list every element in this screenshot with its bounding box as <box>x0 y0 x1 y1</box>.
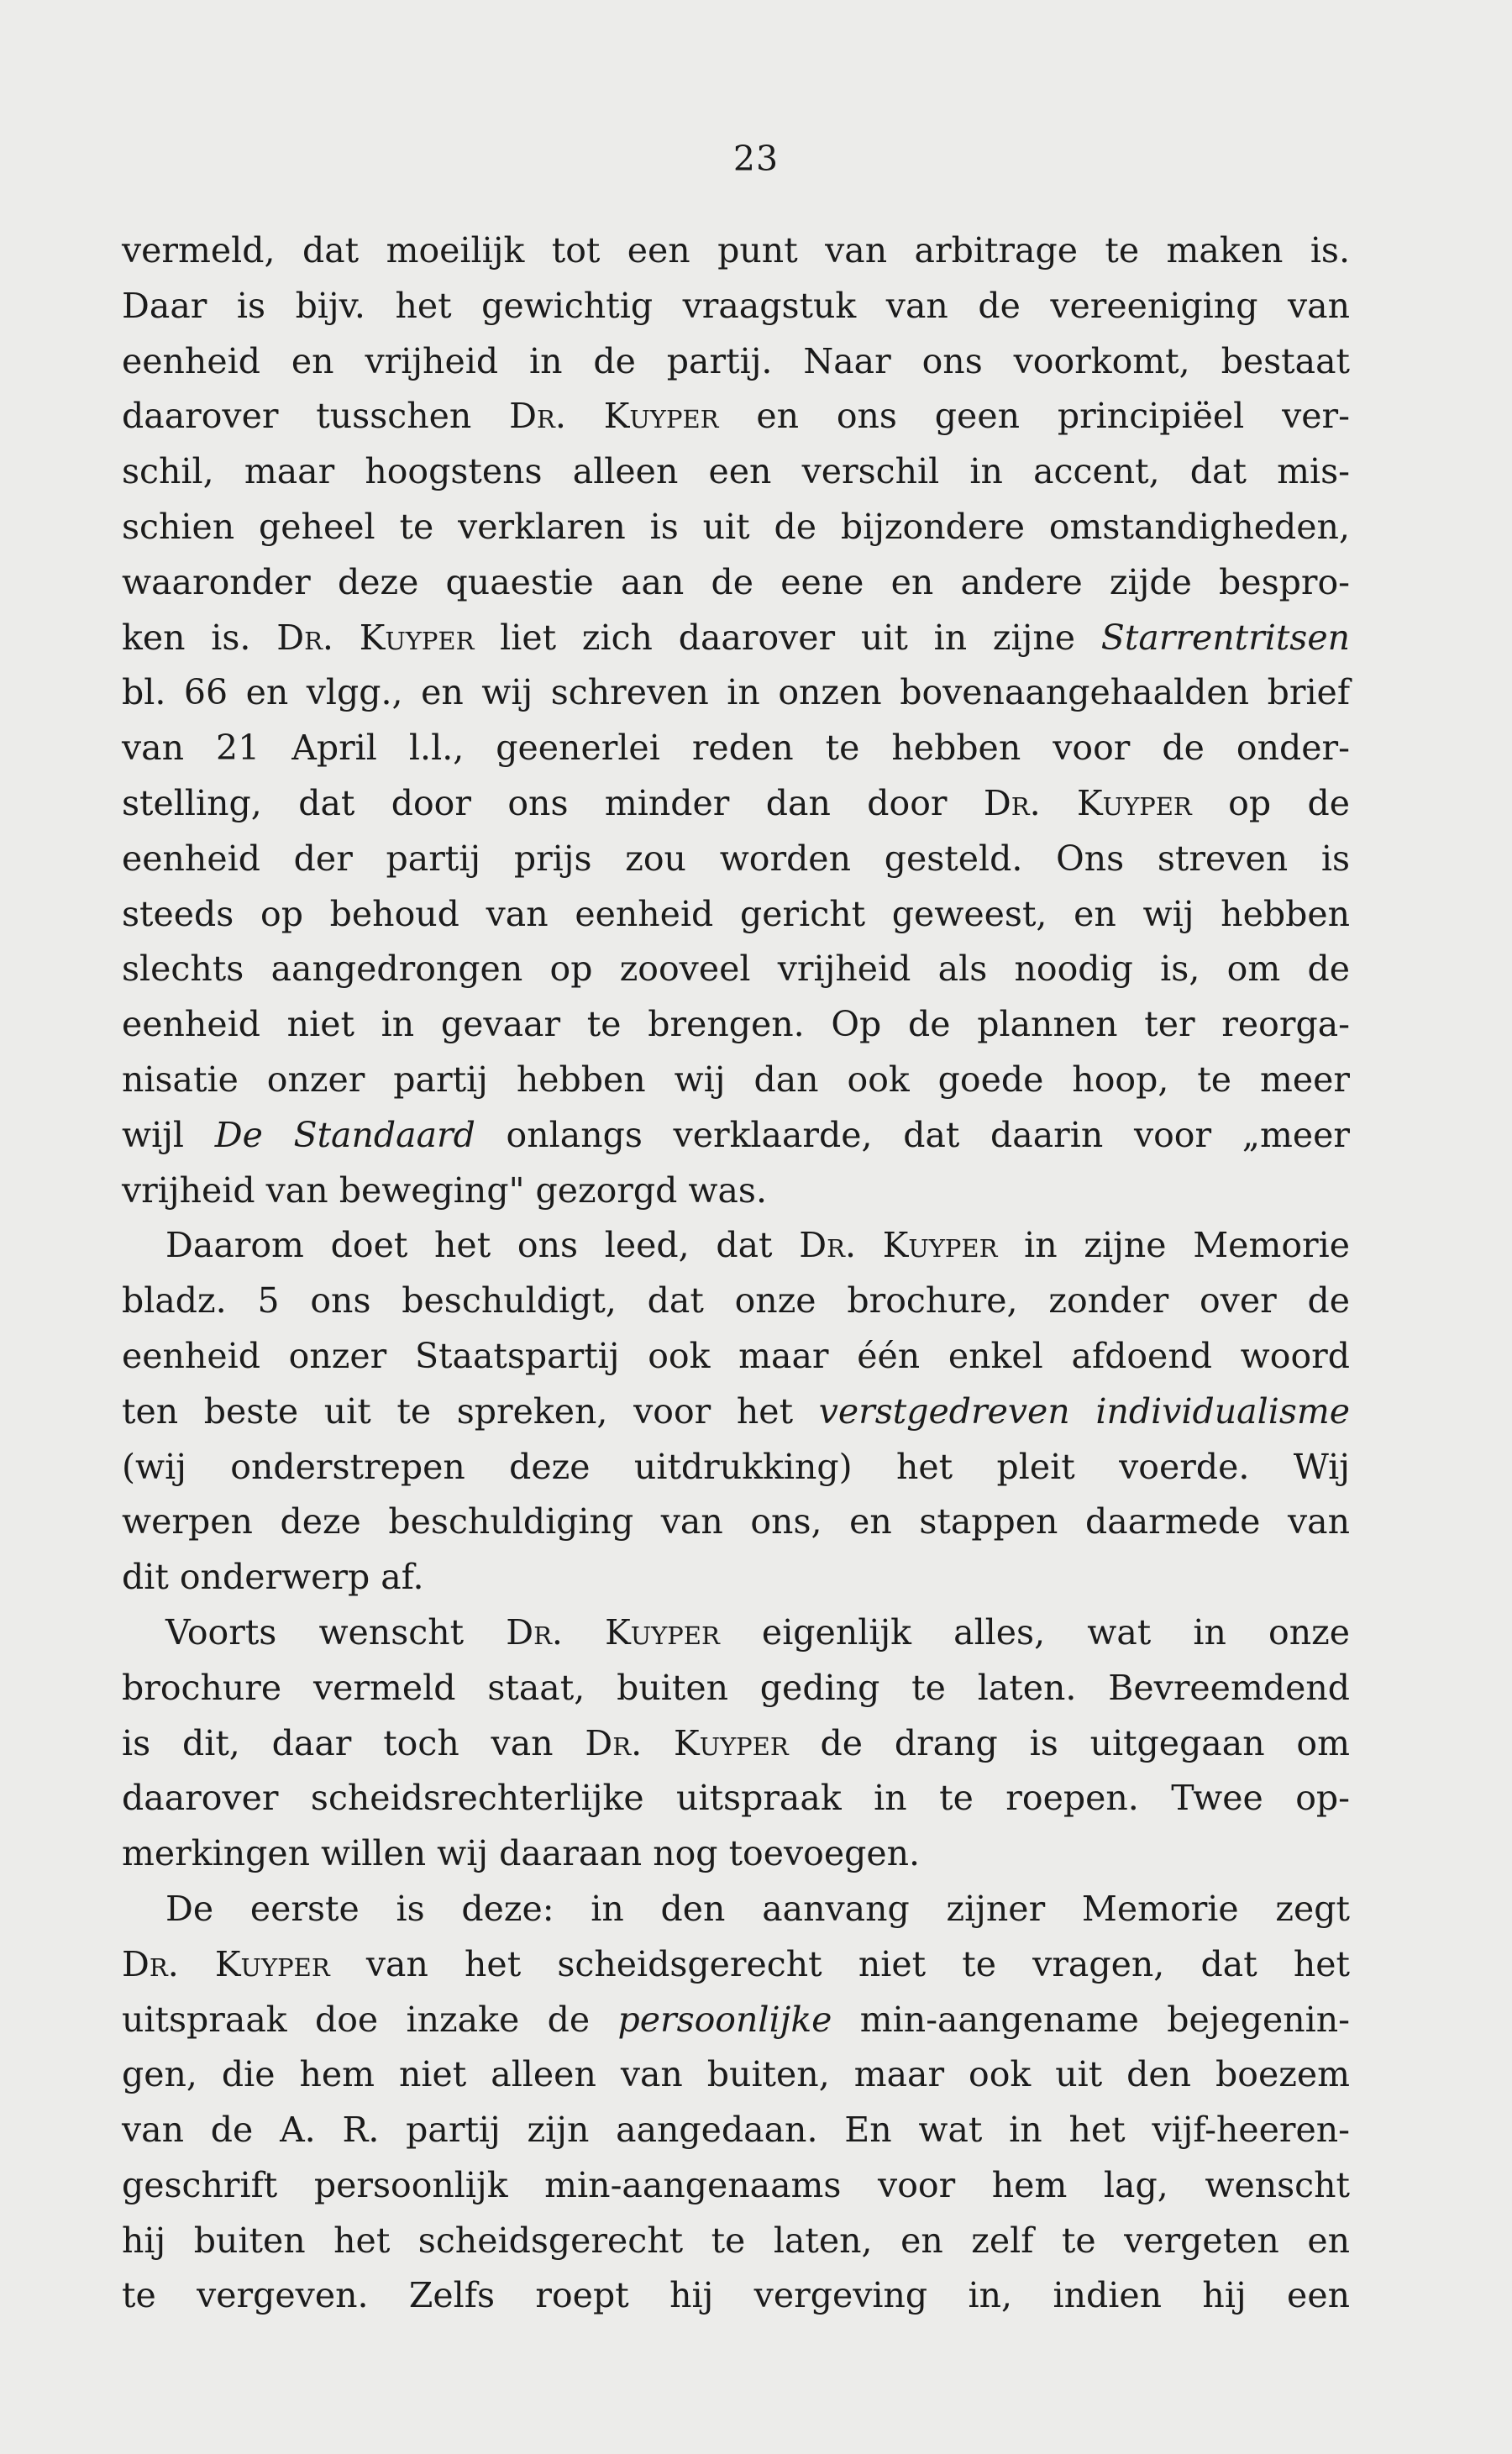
text-line <box>122 665 1350 721</box>
text-segment: de drang is uitgegaan om <box>788 1722 1350 1763</box>
text-line <box>122 223 1350 279</box>
text-segment: gen, die hem niet alleen van buiten, maar ook uit den boezem <box>122 2054 1350 2095</box>
text-segment: brochure vermeld staat, buiten geding te laten. Bevreemdend <box>122 1667 1350 1708</box>
text-segment: daarover scheidsrechterlijke uitspraak in te roepen. Twee op- <box>122 1778 1350 1819</box>
text-line <box>122 500 1350 555</box>
text-segment: eenheid en vrijheid in de partij. Naar ons voorkomt, bestaat <box>122 340 1350 381</box>
text-line <box>122 1993 1350 2048</box>
text-segment: liet zich daarover uit in zijne <box>474 617 1101 658</box>
text-segment: in zijne Memorie <box>997 1225 1350 1266</box>
text-segment: op de <box>1191 782 1350 823</box>
text-segment: daarover tusschen <box>122 396 510 437</box>
page-number: 23 <box>732 139 780 179</box>
italic-text: De Standaard <box>214 1114 475 1155</box>
text-segment: te vergeven. Zelfs roept hij vergeving in, indien hij een <box>122 2275 1350 2316</box>
text-line <box>122 887 1350 943</box>
text-line <box>122 444 1350 500</box>
text-line <box>122 389 1350 444</box>
text-line <box>122 997 1350 1053</box>
text-segment: eenheid onzer Staatspartij ook maar één enkel afdoend woord <box>122 1335 1350 1376</box>
text-segment: steeds op behoud van eenheid gericht geweest, en wij hebben <box>122 893 1350 934</box>
text-segment: hij buiten het scheidsgerecht te laten, en zelf te vergeten en <box>122 2220 1350 2261</box>
text-line <box>122 279 1350 334</box>
text-segment: onlangs verklaarde, dat daarin voor „meer <box>475 1114 1350 1155</box>
text-line <box>122 1661 1350 1716</box>
text-line <box>122 1053 1350 1108</box>
text-segment: van 21 April l.l., geenerlei reden te hebben voor de onder- <box>122 728 1350 769</box>
text-segment: min-aangename bejegenin- <box>832 1999 1350 2040</box>
text-line <box>122 1771 1350 1826</box>
text-line <box>122 2214 1350 2269</box>
text-line <box>122 1164 1350 1219</box>
text-segment: uitspraak doe inzake de <box>122 1999 618 2040</box>
text-line <box>122 2103 1350 2158</box>
small-caps-name: Dr. Kuyper <box>276 617 475 658</box>
body-text <box>122 223 1350 2324</box>
text-segment: ken is. <box>122 617 277 658</box>
text-line <box>122 334 1350 390</box>
text-line <box>122 1495 1350 1550</box>
text-segment: bl. 66 en vlgg., en wij schreven in onzen bovenaangehaalden brief <box>122 672 1350 713</box>
text-line <box>122 611 1350 666</box>
text-line <box>122 1716 1350 1772</box>
text-segment: is dit, daar toch van <box>122 1722 585 1763</box>
italic-text: persoonlijke <box>617 1999 832 2040</box>
text-line <box>122 1882 1350 1937</box>
text-segment: schil, maar hoogstens alleen een verschil in accent, dat mis- <box>122 451 1350 492</box>
text-segment: ten beste uit te spreken, voor het <box>122 1390 819 1432</box>
text-segment: Daarom doet het ons leed, dat <box>165 1225 800 1266</box>
text-segment: vermeld, dat moeilijk tot een punt van arbitrage te maken is. <box>122 230 1350 271</box>
text-segment: Daar is bijv. het gewichtig vraagstuk van de vereeniging van <box>122 285 1350 326</box>
text-segment: bladz. 5 ons beschuldigt, dat onze brochure, zonder over de <box>122 1280 1350 1322</box>
text-line <box>122 1826 1350 1882</box>
small-caps-name: Dr. Kuyper <box>983 782 1192 823</box>
text-line <box>122 1329 1350 1385</box>
text-line <box>122 555 1350 611</box>
italic-text: verstgedreven individualisme <box>818 1390 1350 1432</box>
text-segment: eenheid der partij prijs zou worden gesteld. Ons streven is <box>122 838 1350 879</box>
text-segment: eenheid niet in gevaar te brengen. Op de plannen ter reorga- <box>122 1004 1350 1045</box>
text-line <box>122 721 1350 776</box>
text-line <box>122 1274 1350 1329</box>
text-segment: De eerste is deze: in den aanvang zijner Memorie zegt <box>165 1888 1350 1929</box>
text-line <box>122 1385 1350 1440</box>
small-caps-name: Dr. Kuyper <box>799 1225 998 1266</box>
text-line <box>122 2158 1350 2214</box>
text-line <box>122 942 1350 997</box>
small-caps-name: Dr. Kuyper <box>509 396 719 437</box>
text-line <box>122 776 1350 832</box>
text-segment: vrijheid van beweging" gezorgd was. <box>122 1169 767 1211</box>
small-caps-name: Dr. Kuyper <box>122 1943 330 1984</box>
text-line <box>122 1550 1350 1605</box>
text-line <box>122 1108 1350 1164</box>
text-line <box>122 1605 1350 1661</box>
text-segment: van het scheidsgerecht niet te vragen, dat het <box>329 1943 1350 1984</box>
text-segment: merkingen willen wij daaraan nog toevoegen. <box>122 1833 921 1874</box>
text-line <box>122 1440 1350 1495</box>
text-line <box>122 1937 1350 1993</box>
text-segment: werpen deze beschuldiging van ons, en stappen daarmede van <box>122 1501 1350 1542</box>
text-segment: schien geheel te verklaren is uit de bijzondere omstandigheden, <box>122 506 1350 547</box>
text-segment: geschrift persoonlijk min-aangenaams voor hem lag, wenscht <box>122 2164 1350 2205</box>
text-segment: (wij onderstrepen deze uitdrukking) het pleit voerde. Wij <box>122 1446 1350 1487</box>
text-segment: Voorts wenscht <box>165 1611 507 1653</box>
text-segment: slechts aangedrongen op zooveel vrijheid als noodig is, om de <box>122 948 1350 990</box>
italic-text: Starrentritsen <box>1100 617 1350 658</box>
text-segment: nisatie onzer partij hebben wij dan ook goede hoop, te meer <box>122 1059 1350 1100</box>
text-line <box>122 1218 1350 1274</box>
small-caps-name: Dr. Kuyper <box>506 1611 720 1653</box>
text-line <box>122 832 1350 887</box>
text-segment: en ons geen principiëel ver- <box>718 396 1350 437</box>
text-segment: waaronder deze quaestie aan de eene en andere zijde bespro- <box>122 561 1350 602</box>
text-segment: wijl <box>122 1114 215 1155</box>
small-caps-name: Dr. Kuyper <box>585 1722 789 1763</box>
text-segment: stelling, dat door ons minder dan door <box>122 782 984 823</box>
text-line <box>122 2047 1350 2103</box>
text-line <box>122 2268 1350 2324</box>
text-segment: dit onderwerp af. <box>122 1557 424 1598</box>
text-segment: van de A. R. partij zijn aangedaan. En wat in het vijf-heeren- <box>122 2110 1350 2151</box>
text-segment: eigenlijk alles, wat in onze <box>719 1611 1350 1653</box>
